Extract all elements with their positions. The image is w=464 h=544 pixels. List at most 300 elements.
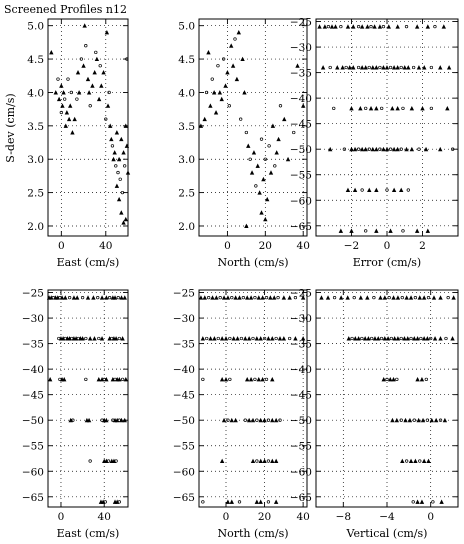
- data-point: [57, 97, 60, 100]
- data-point: [373, 296, 376, 299]
- data-point: [273, 165, 276, 168]
- data-point: [320, 296, 323, 299]
- data-point: [420, 500, 423, 503]
- data-point: [447, 66, 450, 69]
- panel-1: [27, 19, 129, 269]
- x-tick-label: −2: [343, 240, 360, 252]
- data-point: [275, 337, 278, 340]
- y-tick-label: −55: [289, 169, 312, 182]
- y-tick-label: −25: [21, 287, 44, 300]
- data-point: [93, 71, 96, 74]
- x-tick-label: 0: [222, 511, 230, 523]
- data-point: [230, 296, 233, 299]
- data-point: [395, 419, 398, 422]
- data-point: [118, 501, 121, 504]
- data-point: [375, 188, 378, 191]
- data-point: [377, 337, 380, 340]
- data-point: [76, 71, 79, 74]
- data-point: [410, 107, 413, 110]
- data-point: [346, 188, 349, 191]
- data-point: [119, 178, 122, 181]
- data-point: [380, 337, 383, 340]
- data-point: [254, 296, 257, 299]
- data-point: [439, 66, 442, 69]
- data-point: [380, 107, 383, 110]
- data-point: [209, 104, 212, 107]
- y-tick-label: −25: [289, 287, 312, 300]
- data-point: [292, 131, 295, 134]
- data-point: [217, 64, 220, 67]
- data-point: [235, 77, 238, 80]
- data-point: [282, 337, 285, 340]
- x-axis-label: East (cm/s): [56, 256, 120, 269]
- data-point: [226, 296, 229, 299]
- data-point: [252, 151, 255, 154]
- data-point: [258, 191, 261, 194]
- data-point: [370, 25, 373, 28]
- y-tick-label: −35: [289, 67, 312, 80]
- data-point: [75, 296, 78, 299]
- data-point: [392, 296, 395, 299]
- x-axis-label: Vertical (cm/s): [346, 527, 428, 540]
- data-point: [368, 66, 371, 69]
- figure-title: Screened Profiles n12: [4, 3, 127, 16]
- data-point: [228, 105, 231, 108]
- data-point: [415, 25, 418, 28]
- y-tick-label: 5.0: [178, 20, 195, 33]
- data-point: [246, 296, 249, 299]
- data-point: [433, 337, 436, 340]
- data-point: [382, 378, 385, 381]
- data-point: [220, 378, 223, 381]
- data-point: [249, 296, 252, 299]
- data-point: [422, 459, 425, 462]
- data-point: [421, 107, 424, 110]
- data-point: [363, 337, 366, 340]
- y-tick-label: −45: [21, 389, 44, 402]
- y-tick-label: −60: [289, 466, 312, 479]
- data-point: [100, 296, 103, 299]
- data-point: [118, 337, 121, 340]
- y-tick-label: −30: [289, 42, 312, 55]
- data-point: [383, 337, 386, 340]
- data-point: [48, 378, 51, 381]
- data-point: [389, 229, 392, 232]
- data-point: [234, 419, 237, 422]
- data-point: [203, 117, 206, 120]
- x-axis-label: North (cm/s): [217, 256, 289, 269]
- data-point: [238, 501, 241, 504]
- data-point: [348, 66, 351, 69]
- data-point: [360, 25, 363, 28]
- data-point: [201, 337, 204, 340]
- data-point: [81, 296, 84, 299]
- data-point: [72, 296, 75, 299]
- data-point: [277, 137, 280, 140]
- data-point: [387, 25, 390, 28]
- data-point: [260, 211, 263, 214]
- data-point: [382, 25, 385, 28]
- data-point: [445, 337, 448, 340]
- data-point: [418, 148, 421, 151]
- data-point: [391, 419, 394, 422]
- data-point: [414, 459, 417, 462]
- data-point: [113, 151, 116, 154]
- data-point: [318, 25, 321, 28]
- data-point: [375, 148, 378, 151]
- data-point: [366, 25, 369, 28]
- data-point: [271, 378, 274, 381]
- data-point: [405, 25, 408, 28]
- data-point: [422, 337, 425, 340]
- data-point: [120, 296, 123, 299]
- data-point: [359, 107, 362, 110]
- data-point: [268, 145, 271, 148]
- data-point: [250, 171, 253, 174]
- y-tick-label: 2.0: [178, 220, 195, 233]
- data-point: [267, 501, 270, 504]
- data-point: [321, 66, 324, 69]
- data-point: [203, 296, 206, 299]
- data-point: [205, 337, 208, 340]
- data-point: [211, 296, 214, 299]
- data-point: [199, 296, 202, 299]
- data-point: [418, 460, 421, 463]
- data-point: [234, 296, 237, 299]
- data-point: [400, 188, 403, 191]
- data-point: [76, 98, 79, 101]
- data-point: [240, 337, 243, 340]
- x-axis-label: North (cm/s): [217, 527, 289, 540]
- data-point: [202, 501, 205, 504]
- panel-4: [22, 288, 128, 540]
- data-point: [364, 107, 367, 110]
- data-point: [229, 337, 232, 340]
- data-point: [259, 459, 262, 462]
- data-point: [269, 171, 272, 174]
- y-tick-label: 3.5: [27, 120, 44, 133]
- data-point: [361, 189, 364, 192]
- data-point: [94, 51, 97, 54]
- data-point: [262, 178, 265, 181]
- data-point: [361, 337, 364, 340]
- data-point: [269, 296, 272, 299]
- data-point: [423, 66, 426, 69]
- x-tick-label: −8: [335, 511, 352, 523]
- data-point: [238, 296, 241, 299]
- x-tick-label: −4: [379, 511, 395, 523]
- data-point: [246, 378, 249, 381]
- data-point: [267, 337, 270, 340]
- y-tick-label: −50: [172, 415, 195, 428]
- data-point: [439, 148, 442, 151]
- x-axis-label: East (cm/s): [56, 527, 120, 540]
- y-tick-label: −45: [289, 118, 312, 131]
- data-point: [339, 229, 342, 232]
- data-point: [257, 378, 260, 381]
- data-point: [84, 44, 87, 47]
- data-point: [124, 218, 127, 221]
- y-tick-label: 3.0: [178, 154, 195, 167]
- data-point: [409, 296, 412, 299]
- data-point: [346, 25, 349, 28]
- data-point: [416, 378, 419, 381]
- data-point: [265, 296, 268, 299]
- data-point: [110, 137, 113, 140]
- data-point: [360, 66, 363, 69]
- y-tick-label: −45: [289, 389, 312, 402]
- data-point: [107, 460, 110, 463]
- data-point: [402, 230, 405, 233]
- data-point: [364, 66, 367, 69]
- data-point: [252, 337, 255, 340]
- data-point: [417, 419, 420, 422]
- x-tick-label: 0: [57, 240, 65, 252]
- x-axis-label: Error (cm/s): [352, 256, 422, 269]
- data-point: [109, 124, 112, 127]
- data-point: [326, 296, 329, 299]
- data-point: [115, 131, 118, 134]
- x-tick-label: 40: [296, 511, 310, 523]
- data-point: [115, 184, 118, 187]
- data-point: [271, 459, 274, 462]
- data-point: [222, 296, 225, 299]
- data-point: [99, 64, 102, 67]
- data-point: [396, 337, 399, 340]
- data-point: [357, 66, 360, 69]
- data-point: [121, 378, 124, 381]
- y-tick-label: 3.5: [178, 120, 195, 133]
- data-point: [420, 378, 423, 381]
- data-point: [412, 501, 415, 504]
- data-point: [392, 378, 395, 381]
- data-point: [403, 337, 406, 340]
- data-point: [274, 500, 277, 503]
- data-point: [392, 66, 395, 69]
- data-point: [209, 337, 212, 340]
- data-point: [412, 66, 415, 69]
- data-point: [400, 66, 403, 69]
- data-point: [229, 378, 232, 381]
- data-point: [354, 337, 357, 340]
- x-tick-label: 20: [257, 511, 272, 523]
- data-point: [123, 165, 126, 168]
- data-point: [242, 296, 245, 299]
- data-point: [329, 148, 332, 151]
- data-point: [117, 171, 120, 174]
- data-point: [211, 78, 214, 81]
- y-tick-label: −40: [289, 93, 312, 106]
- data-point: [427, 296, 430, 299]
- data-point: [239, 118, 242, 121]
- data-point: [207, 296, 210, 299]
- data-point: [222, 419, 225, 422]
- y-tick-label: 2.5: [27, 187, 44, 200]
- data-point: [405, 460, 408, 463]
- data-point: [244, 419, 247, 422]
- data-point: [91, 84, 94, 87]
- data-point: [396, 378, 399, 381]
- data-point: [403, 66, 406, 69]
- data-point: [255, 500, 258, 503]
- y-tick-label: −45: [172, 389, 195, 402]
- data-point: [114, 165, 117, 168]
- y-tick-label: −35: [21, 338, 44, 351]
- x-tick-label: 0: [224, 240, 231, 252]
- y-tick-label: −25: [172, 287, 195, 300]
- data-point: [219, 296, 222, 299]
- data-point: [378, 25, 381, 28]
- y-tick-label: −30: [172, 313, 195, 326]
- data-point: [351, 337, 354, 340]
- data-point: [274, 459, 277, 462]
- data-point: [67, 78, 70, 81]
- y-tick-label: −50: [21, 415, 44, 428]
- data-point: [451, 337, 454, 340]
- data-point: [401, 296, 404, 299]
- data-point: [108, 296, 111, 299]
- data-point: [420, 337, 423, 340]
- data-point: [117, 296, 120, 299]
- data-point: [220, 459, 223, 462]
- data-point: [334, 25, 337, 28]
- data-point: [416, 500, 419, 503]
- data-point: [333, 296, 336, 299]
- data-point: [89, 105, 92, 108]
- data-point: [100, 84, 103, 87]
- data-point: [224, 337, 227, 340]
- data-point: [214, 111, 217, 114]
- y-tick-label: −65: [172, 491, 195, 504]
- data-point: [353, 296, 356, 299]
- data-point: [230, 419, 233, 422]
- data-point: [386, 189, 389, 192]
- data-point: [120, 211, 123, 214]
- data-point: [369, 107, 372, 110]
- data-point: [89, 460, 92, 463]
- data-point: [273, 296, 276, 299]
- y-tick-label: −65: [289, 220, 312, 233]
- data-point: [277, 296, 280, 299]
- y-tick-label: −30: [289, 313, 312, 326]
- data-point: [364, 230, 367, 233]
- x-tick-label: 0: [383, 240, 391, 252]
- data-point: [373, 337, 376, 340]
- data-point: [430, 66, 433, 69]
- data-point: [339, 296, 342, 299]
- y-tick-label: 4.5: [27, 54, 44, 67]
- data-point: [432, 296, 435, 299]
- data-point: [86, 77, 89, 80]
- data-point: [426, 337, 429, 340]
- data-point: [207, 51, 210, 54]
- panel-3: [290, 17, 458, 269]
- data-point: [416, 337, 419, 340]
- shared-y-axis-label: S-dev (cm/s): [4, 93, 17, 163]
- data-point: [230, 44, 233, 47]
- plot-frame: [48, 19, 128, 236]
- data-point: [405, 148, 408, 151]
- data-point: [220, 337, 223, 340]
- data-point: [236, 337, 239, 340]
- y-tick-label: −35: [289, 338, 312, 351]
- y-tick-label: 2.0: [27, 220, 44, 233]
- data-point: [388, 296, 391, 299]
- data-point: [357, 25, 360, 28]
- data-point: [442, 25, 445, 28]
- y-tick-label: −65: [21, 491, 44, 504]
- data-point: [439, 337, 442, 340]
- data-point: [117, 198, 120, 201]
- data-point: [367, 337, 370, 340]
- panels-group: [22, 17, 458, 540]
- data-point: [266, 198, 269, 201]
- y-tick-label: 4.0: [178, 87, 195, 100]
- data-point: [340, 25, 343, 28]
- data-point: [352, 25, 355, 28]
- data-point: [247, 337, 250, 340]
- y-tick-label: −60: [289, 195, 312, 208]
- data-point: [401, 459, 404, 462]
- data-point: [124, 378, 127, 381]
- data-point: [261, 296, 264, 299]
- y-tick-label: −40: [289, 364, 312, 377]
- data-point: [346, 296, 349, 299]
- data-point: [92, 296, 95, 299]
- data-point: [283, 117, 286, 120]
- data-point: [446, 107, 449, 110]
- data-point: [234, 38, 237, 41]
- data-point: [323, 25, 326, 28]
- data-point: [409, 459, 412, 462]
- data-point: [406, 337, 409, 340]
- data-point: [226, 500, 229, 503]
- data-point: [126, 171, 129, 174]
- x-tick-label: 40: [97, 511, 111, 523]
- data-point: [425, 378, 428, 381]
- data-point: [389, 148, 392, 151]
- y-tick-label: 4.0: [27, 87, 44, 100]
- data-point: [443, 419, 446, 422]
- data-point: [57, 78, 60, 81]
- data-point: [371, 148, 374, 151]
- y-tick-label: −30: [21, 313, 44, 326]
- data-point: [440, 500, 443, 503]
- y-tick-label: −55: [289, 440, 312, 453]
- data-point: [341, 66, 344, 69]
- data-point: [226, 71, 229, 74]
- data-point: [87, 91, 90, 94]
- y-tick-label: 5.0: [27, 20, 44, 33]
- data-point: [122, 151, 125, 154]
- data-point: [86, 296, 89, 299]
- data-point: [97, 378, 100, 381]
- data-point: [202, 378, 205, 381]
- data-point: [368, 188, 371, 191]
- data-point: [115, 460, 118, 463]
- data-point: [267, 460, 270, 463]
- data-point: [64, 296, 67, 299]
- y-tick-label: −55: [172, 440, 195, 453]
- data-point: [68, 296, 71, 299]
- data-point: [418, 296, 421, 299]
- y-tick-label: −25: [289, 16, 312, 29]
- data-point: [410, 148, 413, 151]
- y-tick-label: −35: [172, 338, 195, 351]
- data-point: [370, 337, 373, 340]
- data-point: [61, 104, 64, 107]
- x-tick-label: 20: [258, 240, 273, 252]
